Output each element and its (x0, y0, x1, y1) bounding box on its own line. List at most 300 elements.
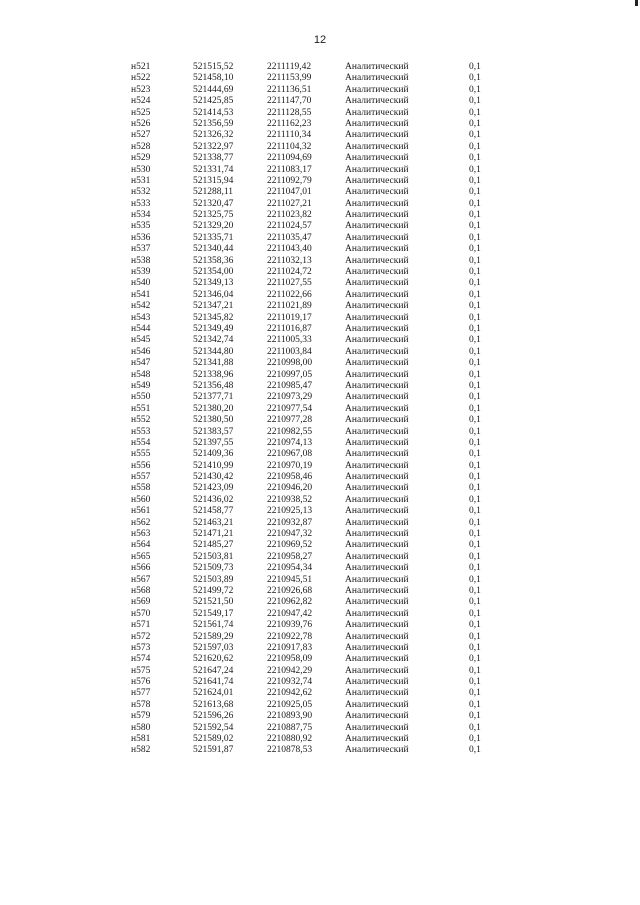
table-row (0, 427, 640, 438)
y-coordinate-cell: 2210887,75 (267, 722, 313, 733)
point-id-cell: н546 (131, 346, 151, 357)
accuracy-cell: 0,1 (469, 563, 481, 574)
point-id-cell: н580 (131, 722, 151, 733)
x-coordinate-cell: 521414,53 (193, 107, 234, 118)
method-cell: Аналитический (345, 551, 409, 562)
point-id-cell: н562 (131, 517, 151, 528)
accuracy-cell: 0,1 (469, 472, 481, 483)
method-cell: Аналитический (345, 437, 409, 448)
method-cell: Аналитический (345, 392, 409, 403)
table-row (0, 506, 640, 517)
y-coordinate-cell: 2210977,54 (267, 403, 313, 414)
point-id-cell: н541 (131, 289, 151, 300)
table-row (0, 244, 640, 255)
point-id-cell: н537 (131, 244, 151, 255)
x-coordinate-cell: 521499,72 (193, 585, 234, 596)
accuracy-cell: 0,1 (469, 517, 481, 528)
y-coordinate-cell: 2211104,32 (267, 141, 312, 152)
method-cell: Аналитический (345, 323, 409, 334)
y-coordinate-cell: 2211110,34 (267, 130, 312, 141)
point-id-cell: н523 (131, 84, 151, 95)
y-coordinate-cell: 2210878,53 (267, 745, 313, 756)
point-id-cell: н566 (131, 563, 151, 574)
method-cell: Аналитический (345, 107, 409, 118)
table-row (0, 176, 640, 187)
y-coordinate-cell: 2211119,42 (267, 62, 312, 72)
y-coordinate-cell: 2211022,66 (267, 289, 312, 300)
point-id-cell: н567 (131, 574, 151, 585)
y-coordinate-cell: 2211027,55 (267, 278, 312, 289)
y-coordinate-cell: 2210932,87 (267, 517, 313, 528)
method-cell: Аналитический (345, 289, 409, 300)
method-cell: Аналитический (345, 574, 409, 585)
y-coordinate-cell: 2210967,08 (267, 449, 313, 460)
method-cell: Аналитический (345, 187, 409, 198)
method-cell: Аналитический (345, 232, 409, 243)
method-cell: Аналитический (345, 517, 409, 528)
x-coordinate-cell: 521356,48 (193, 380, 234, 391)
x-coordinate-cell: 521383,57 (193, 426, 234, 437)
point-id-cell: н581 (131, 734, 151, 745)
table-row (0, 199, 640, 210)
x-coordinate-cell: 521503,81 (193, 551, 234, 562)
point-id-cell: н547 (131, 358, 151, 369)
table-row (0, 130, 640, 141)
point-id-cell: н549 (131, 380, 151, 391)
accuracy-cell: 0,1 (469, 96, 481, 107)
y-coordinate-cell: 2210926,68 (267, 585, 313, 596)
y-coordinate-cell: 2210970,19 (267, 460, 313, 471)
method-cell: Аналитический (345, 96, 409, 107)
y-coordinate-cell: 2211136,51 (267, 84, 312, 95)
table-row (0, 495, 640, 506)
accuracy-cell: 0,1 (469, 574, 481, 585)
table-row (0, 677, 640, 688)
y-coordinate-cell: 2211043,40 (267, 244, 312, 255)
point-id-cell: н571 (131, 620, 151, 631)
accuracy-cell: 0,1 (469, 107, 481, 118)
method-cell: Аналитический (345, 141, 409, 152)
point-id-cell: н555 (131, 449, 151, 460)
y-coordinate-cell: 2210947,32 (267, 529, 313, 540)
y-coordinate-cell: 2211083,17 (267, 164, 312, 175)
point-id-cell: н561 (131, 506, 151, 517)
x-coordinate-cell: 521340,44 (193, 244, 234, 255)
method-cell: Аналитический (345, 506, 409, 517)
accuracy-cell: 0,1 (469, 608, 481, 619)
point-id-cell: н530 (131, 164, 151, 175)
x-coordinate-cell: 521335,71 (193, 232, 234, 243)
point-id-cell: н564 (131, 540, 151, 551)
table-row (0, 529, 640, 540)
x-coordinate-cell: 521341,88 (193, 358, 234, 369)
table-row (0, 392, 640, 403)
x-coordinate-cell: 521409,36 (193, 449, 234, 460)
x-coordinate-cell: 521425,85 (193, 96, 234, 107)
x-coordinate-cell: 521509,73 (193, 563, 234, 574)
x-coordinate-cell: 521561,74 (193, 620, 234, 631)
y-coordinate-cell: 2211092,79 (267, 175, 312, 186)
table-row (0, 301, 640, 312)
x-coordinate-cell: 521347,21 (193, 301, 234, 312)
table-row (0, 221, 640, 232)
y-coordinate-cell: 2210880,92 (267, 734, 313, 745)
accuracy-cell: 0,1 (469, 369, 481, 380)
table-row (0, 335, 640, 346)
method-cell: Аналитический (345, 745, 409, 756)
method-cell: Аналитический (345, 494, 409, 505)
method-cell: Аналитический (345, 711, 409, 722)
table-row (0, 734, 640, 745)
accuracy-cell: 0,1 (469, 130, 481, 141)
table-row (0, 324, 640, 335)
method-cell: Аналитический (345, 244, 409, 255)
y-coordinate-cell: 2211005,33 (267, 335, 312, 346)
accuracy-cell: 0,1 (469, 585, 481, 596)
y-coordinate-cell: 2210954,34 (267, 563, 313, 574)
table-row (0, 688, 640, 699)
method-cell: Аналитический (345, 654, 409, 665)
accuracy-cell: 0,1 (469, 642, 481, 653)
y-coordinate-cell: 2210942,62 (267, 688, 313, 699)
table-row (0, 415, 640, 426)
accuracy-cell: 0,1 (469, 301, 481, 312)
y-coordinate-cell: 2210925,13 (267, 506, 313, 517)
method-cell: Аналитический (345, 175, 409, 186)
method-cell: Аналитический (345, 472, 409, 483)
table-row (0, 142, 640, 153)
y-coordinate-cell: 2211021,89 (267, 301, 312, 312)
x-coordinate-cell: 521288,11 (193, 187, 234, 198)
accuracy-cell: 0,1 (469, 62, 481, 72)
method-cell: Аналитический (345, 380, 409, 391)
x-coordinate-cell: 521503,89 (193, 574, 234, 585)
method-cell: Аналитический (345, 369, 409, 380)
x-coordinate-cell: 521444,69 (193, 84, 234, 95)
table-row (0, 540, 640, 551)
method-cell: Аналитический (345, 734, 409, 745)
method-cell: Аналитический (345, 403, 409, 414)
table-row (0, 654, 640, 665)
table-row (0, 643, 640, 654)
accuracy-cell: 0,1 (469, 699, 481, 710)
method-cell: Аналитический (345, 608, 409, 619)
method-cell: Аналитический (345, 722, 409, 733)
point-id-cell: н572 (131, 631, 151, 642)
y-coordinate-cell: 2210917,83 (267, 642, 313, 653)
x-coordinate-cell: 521613,68 (193, 699, 234, 710)
point-id-cell: н548 (131, 369, 151, 380)
point-id-cell: н552 (131, 415, 151, 426)
table-row (0, 165, 640, 176)
method-cell: Аналитический (345, 426, 409, 437)
accuracy-cell: 0,1 (469, 255, 481, 266)
x-coordinate-cell: 521521,50 (193, 597, 234, 608)
point-id-cell: н570 (131, 608, 151, 619)
y-coordinate-cell: 2210997,05 (267, 369, 313, 380)
method-cell: Аналитический (345, 620, 409, 631)
x-coordinate-cell: 521430,42 (193, 472, 234, 483)
accuracy-cell: 0,1 (469, 449, 481, 460)
y-coordinate-cell: 2210922,78 (267, 631, 313, 642)
x-coordinate-cell: 521338,96 (193, 369, 234, 380)
table-row (0, 73, 640, 84)
x-coordinate-cell: 521463,21 (193, 517, 234, 528)
point-id-cell: н569 (131, 597, 151, 608)
x-coordinate-cell: 521485,27 (193, 540, 234, 551)
method-cell: Аналитический (345, 358, 409, 369)
x-coordinate-cell: 521458,10 (193, 73, 234, 84)
table-row (0, 96, 640, 107)
method-cell: Аналитический (345, 73, 409, 84)
y-coordinate-cell: 2210925,05 (267, 699, 313, 710)
accuracy-cell: 0,1 (469, 232, 481, 243)
point-id-cell: н534 (131, 210, 151, 221)
accuracy-cell: 0,1 (469, 312, 481, 323)
x-coordinate-cell: 521624,01 (193, 688, 234, 699)
x-coordinate-cell: 521344,80 (193, 346, 234, 357)
point-id-cell: н528 (131, 141, 151, 152)
point-id-cell: н531 (131, 175, 151, 186)
method-cell: Аналитический (345, 335, 409, 346)
table-row (0, 518, 640, 529)
table-row (0, 666, 640, 677)
table-row (0, 632, 640, 643)
method-cell: Аналитический (345, 677, 409, 688)
x-coordinate-cell: 521641,74 (193, 677, 234, 688)
point-id-cell: н558 (131, 483, 151, 494)
x-coordinate-cell: 521596,26 (193, 711, 234, 722)
x-coordinate-cell: 521346,04 (193, 289, 234, 300)
method-cell: Аналитический (345, 540, 409, 551)
point-id-cell: н573 (131, 642, 151, 653)
accuracy-cell: 0,1 (469, 688, 481, 699)
accuracy-cell: 0,1 (469, 289, 481, 300)
y-coordinate-cell: 2210942,29 (267, 665, 313, 676)
table-row (0, 256, 640, 267)
accuracy-cell: 0,1 (469, 529, 481, 540)
table-row (0, 210, 640, 221)
point-id-cell: н532 (131, 187, 151, 198)
accuracy-cell: 0,1 (469, 346, 481, 357)
method-cell: Аналитический (345, 415, 409, 426)
x-coordinate-cell: 521345,82 (193, 312, 234, 323)
table-row (0, 267, 640, 278)
y-coordinate-cell: 2210998,00 (267, 358, 313, 369)
point-id-cell: н535 (131, 221, 151, 232)
table-row (0, 62, 640, 73)
point-id-cell: н556 (131, 460, 151, 471)
y-coordinate-cell: 2211153,99 (267, 73, 312, 84)
point-id-cell: н576 (131, 677, 151, 688)
y-coordinate-cell: 2211094,69 (267, 153, 312, 164)
accuracy-cell: 0,1 (469, 665, 481, 676)
accuracy-cell: 0,1 (469, 153, 481, 164)
table-row (0, 187, 640, 198)
x-coordinate-cell: 521515,52 (193, 62, 234, 72)
y-coordinate-cell: 2211047,01 (267, 187, 312, 198)
table-row (0, 347, 640, 358)
y-coordinate-cell: 2211024,72 (267, 267, 312, 278)
y-coordinate-cell: 2210932,74 (267, 677, 313, 688)
x-coordinate-cell: 521589,02 (193, 734, 234, 745)
accuracy-cell: 0,1 (469, 597, 481, 608)
accuracy-cell: 0,1 (469, 175, 481, 186)
accuracy-cell: 0,1 (469, 187, 481, 198)
accuracy-cell: 0,1 (469, 380, 481, 391)
x-coordinate-cell: 521380,20 (193, 403, 234, 414)
accuracy-cell: 0,1 (469, 677, 481, 688)
method-cell: Аналитический (345, 631, 409, 642)
y-coordinate-cell: 2210974,13 (267, 437, 313, 448)
y-coordinate-cell: 2210893,90 (267, 711, 313, 722)
table-row (0, 575, 640, 586)
accuracy-cell: 0,1 (469, 323, 481, 334)
table-row (0, 700, 640, 711)
point-id-cell: н565 (131, 551, 151, 562)
method-cell: Аналитический (345, 460, 409, 471)
y-coordinate-cell: 2210958,27 (267, 551, 313, 562)
point-id-cell: н575 (131, 665, 151, 676)
method-cell: Аналитический (345, 118, 409, 129)
table-row (0, 723, 640, 734)
point-id-cell: н577 (131, 688, 151, 699)
table-row (0, 153, 640, 164)
coordinates-table (0, 62, 640, 757)
table-row (0, 358, 640, 369)
point-id-cell: н542 (131, 301, 151, 312)
point-id-cell: н568 (131, 585, 151, 596)
y-coordinate-cell: 2211024,57 (267, 221, 312, 232)
method-cell: Аналитический (345, 62, 409, 72)
accuracy-cell: 0,1 (469, 221, 481, 232)
y-coordinate-cell: 2211147,70 (267, 96, 312, 107)
method-cell: Аналитический (345, 164, 409, 175)
table-row (0, 381, 640, 392)
accuracy-cell: 0,1 (469, 164, 481, 175)
y-coordinate-cell: 2211162,23 (267, 118, 312, 129)
point-id-cell: н545 (131, 335, 151, 346)
y-coordinate-cell: 2211016,87 (267, 323, 312, 334)
method-cell: Аналитический (345, 267, 409, 278)
method-cell: Аналитический (345, 597, 409, 608)
accuracy-cell: 0,1 (469, 426, 481, 437)
point-id-cell: н553 (131, 426, 151, 437)
point-id-cell: н527 (131, 130, 151, 141)
x-coordinate-cell: 521471,21 (193, 529, 234, 540)
x-coordinate-cell: 521322,97 (193, 141, 234, 152)
table-row (0, 461, 640, 472)
y-coordinate-cell: 2211027,21 (267, 198, 312, 209)
x-coordinate-cell: 521329,20 (193, 221, 234, 232)
x-coordinate-cell: 521410,99 (193, 460, 234, 471)
method-cell: Аналитический (345, 642, 409, 653)
table-row (0, 438, 640, 449)
table-row (0, 620, 640, 631)
method-cell: Аналитический (345, 153, 409, 164)
accuracy-cell: 0,1 (469, 460, 481, 471)
method-cell: Аналитический (345, 529, 409, 540)
method-cell: Аналитический (345, 210, 409, 221)
point-id-cell: н554 (131, 437, 151, 448)
table-row (0, 597, 640, 608)
table-row (0, 586, 640, 597)
x-coordinate-cell: 521436,02 (193, 494, 234, 505)
method-cell: Аналитический (345, 278, 409, 289)
accuracy-cell: 0,1 (469, 745, 481, 756)
x-coordinate-cell: 521549,17 (193, 608, 234, 619)
accuracy-cell: 0,1 (469, 141, 481, 152)
method-cell: Аналитический (345, 255, 409, 266)
point-id-cell: н539 (131, 267, 151, 278)
x-coordinate-cell: 521354,00 (193, 267, 234, 278)
table-row (0, 472, 640, 483)
x-coordinate-cell: 521349,49 (193, 323, 234, 334)
table-row (0, 483, 640, 494)
table-row (0, 745, 640, 756)
table-row (0, 233, 640, 244)
point-id-cell: н550 (131, 392, 151, 403)
y-coordinate-cell: 2210947,42 (267, 608, 313, 619)
accuracy-cell: 0,1 (469, 358, 481, 369)
method-cell: Аналитический (345, 312, 409, 323)
table-row (0, 108, 640, 119)
x-coordinate-cell: 521597,03 (193, 642, 234, 653)
x-coordinate-cell: 521331,74 (193, 164, 234, 175)
y-coordinate-cell: 2210938,52 (267, 494, 313, 505)
point-id-cell: н551 (131, 403, 151, 414)
accuracy-cell: 0,1 (469, 267, 481, 278)
table-row (0, 563, 640, 574)
accuracy-cell: 0,1 (469, 73, 481, 84)
point-id-cell: н544 (131, 323, 151, 334)
y-coordinate-cell: 2211035,47 (267, 232, 312, 243)
accuracy-cell: 0,1 (469, 654, 481, 665)
x-coordinate-cell: 521315,94 (193, 175, 234, 186)
accuracy-cell: 0,1 (469, 722, 481, 733)
accuracy-cell: 0,1 (469, 631, 481, 642)
method-cell: Аналитический (345, 346, 409, 357)
y-coordinate-cell: 2210985,47 (267, 380, 313, 391)
x-coordinate-cell: 521342,74 (193, 335, 234, 346)
method-cell: Аналитический (345, 688, 409, 699)
y-coordinate-cell: 2210973,29 (267, 392, 313, 403)
point-id-cell: н533 (131, 198, 151, 209)
point-id-cell: н536 (131, 232, 151, 243)
accuracy-cell: 0,1 (469, 244, 481, 255)
y-coordinate-cell: 2211128,55 (267, 107, 312, 118)
x-coordinate-cell: 521397,55 (193, 437, 234, 448)
y-coordinate-cell: 2210946,20 (267, 483, 313, 494)
method-cell: Аналитический (345, 699, 409, 710)
accuracy-cell: 0,1 (469, 483, 481, 494)
method-cell: Аналитический (345, 84, 409, 95)
point-id-cell: н522 (131, 73, 151, 84)
accuracy-cell: 0,1 (469, 494, 481, 505)
x-coordinate-cell: 521591,87 (193, 745, 234, 756)
page-number: 12 (313, 34, 327, 46)
x-coordinate-cell: 521647,24 (193, 665, 234, 676)
method-cell: Аналитический (345, 449, 409, 460)
x-coordinate-cell: 521326,32 (193, 130, 234, 141)
accuracy-cell: 0,1 (469, 620, 481, 631)
y-coordinate-cell: 2210958,46 (267, 472, 313, 483)
accuracy-cell: 0,1 (469, 437, 481, 448)
x-coordinate-cell: 521380,50 (193, 415, 234, 426)
y-coordinate-cell: 2211003,84 (267, 346, 312, 357)
y-coordinate-cell: 2210969,52 (267, 540, 313, 551)
table-row (0, 370, 640, 381)
